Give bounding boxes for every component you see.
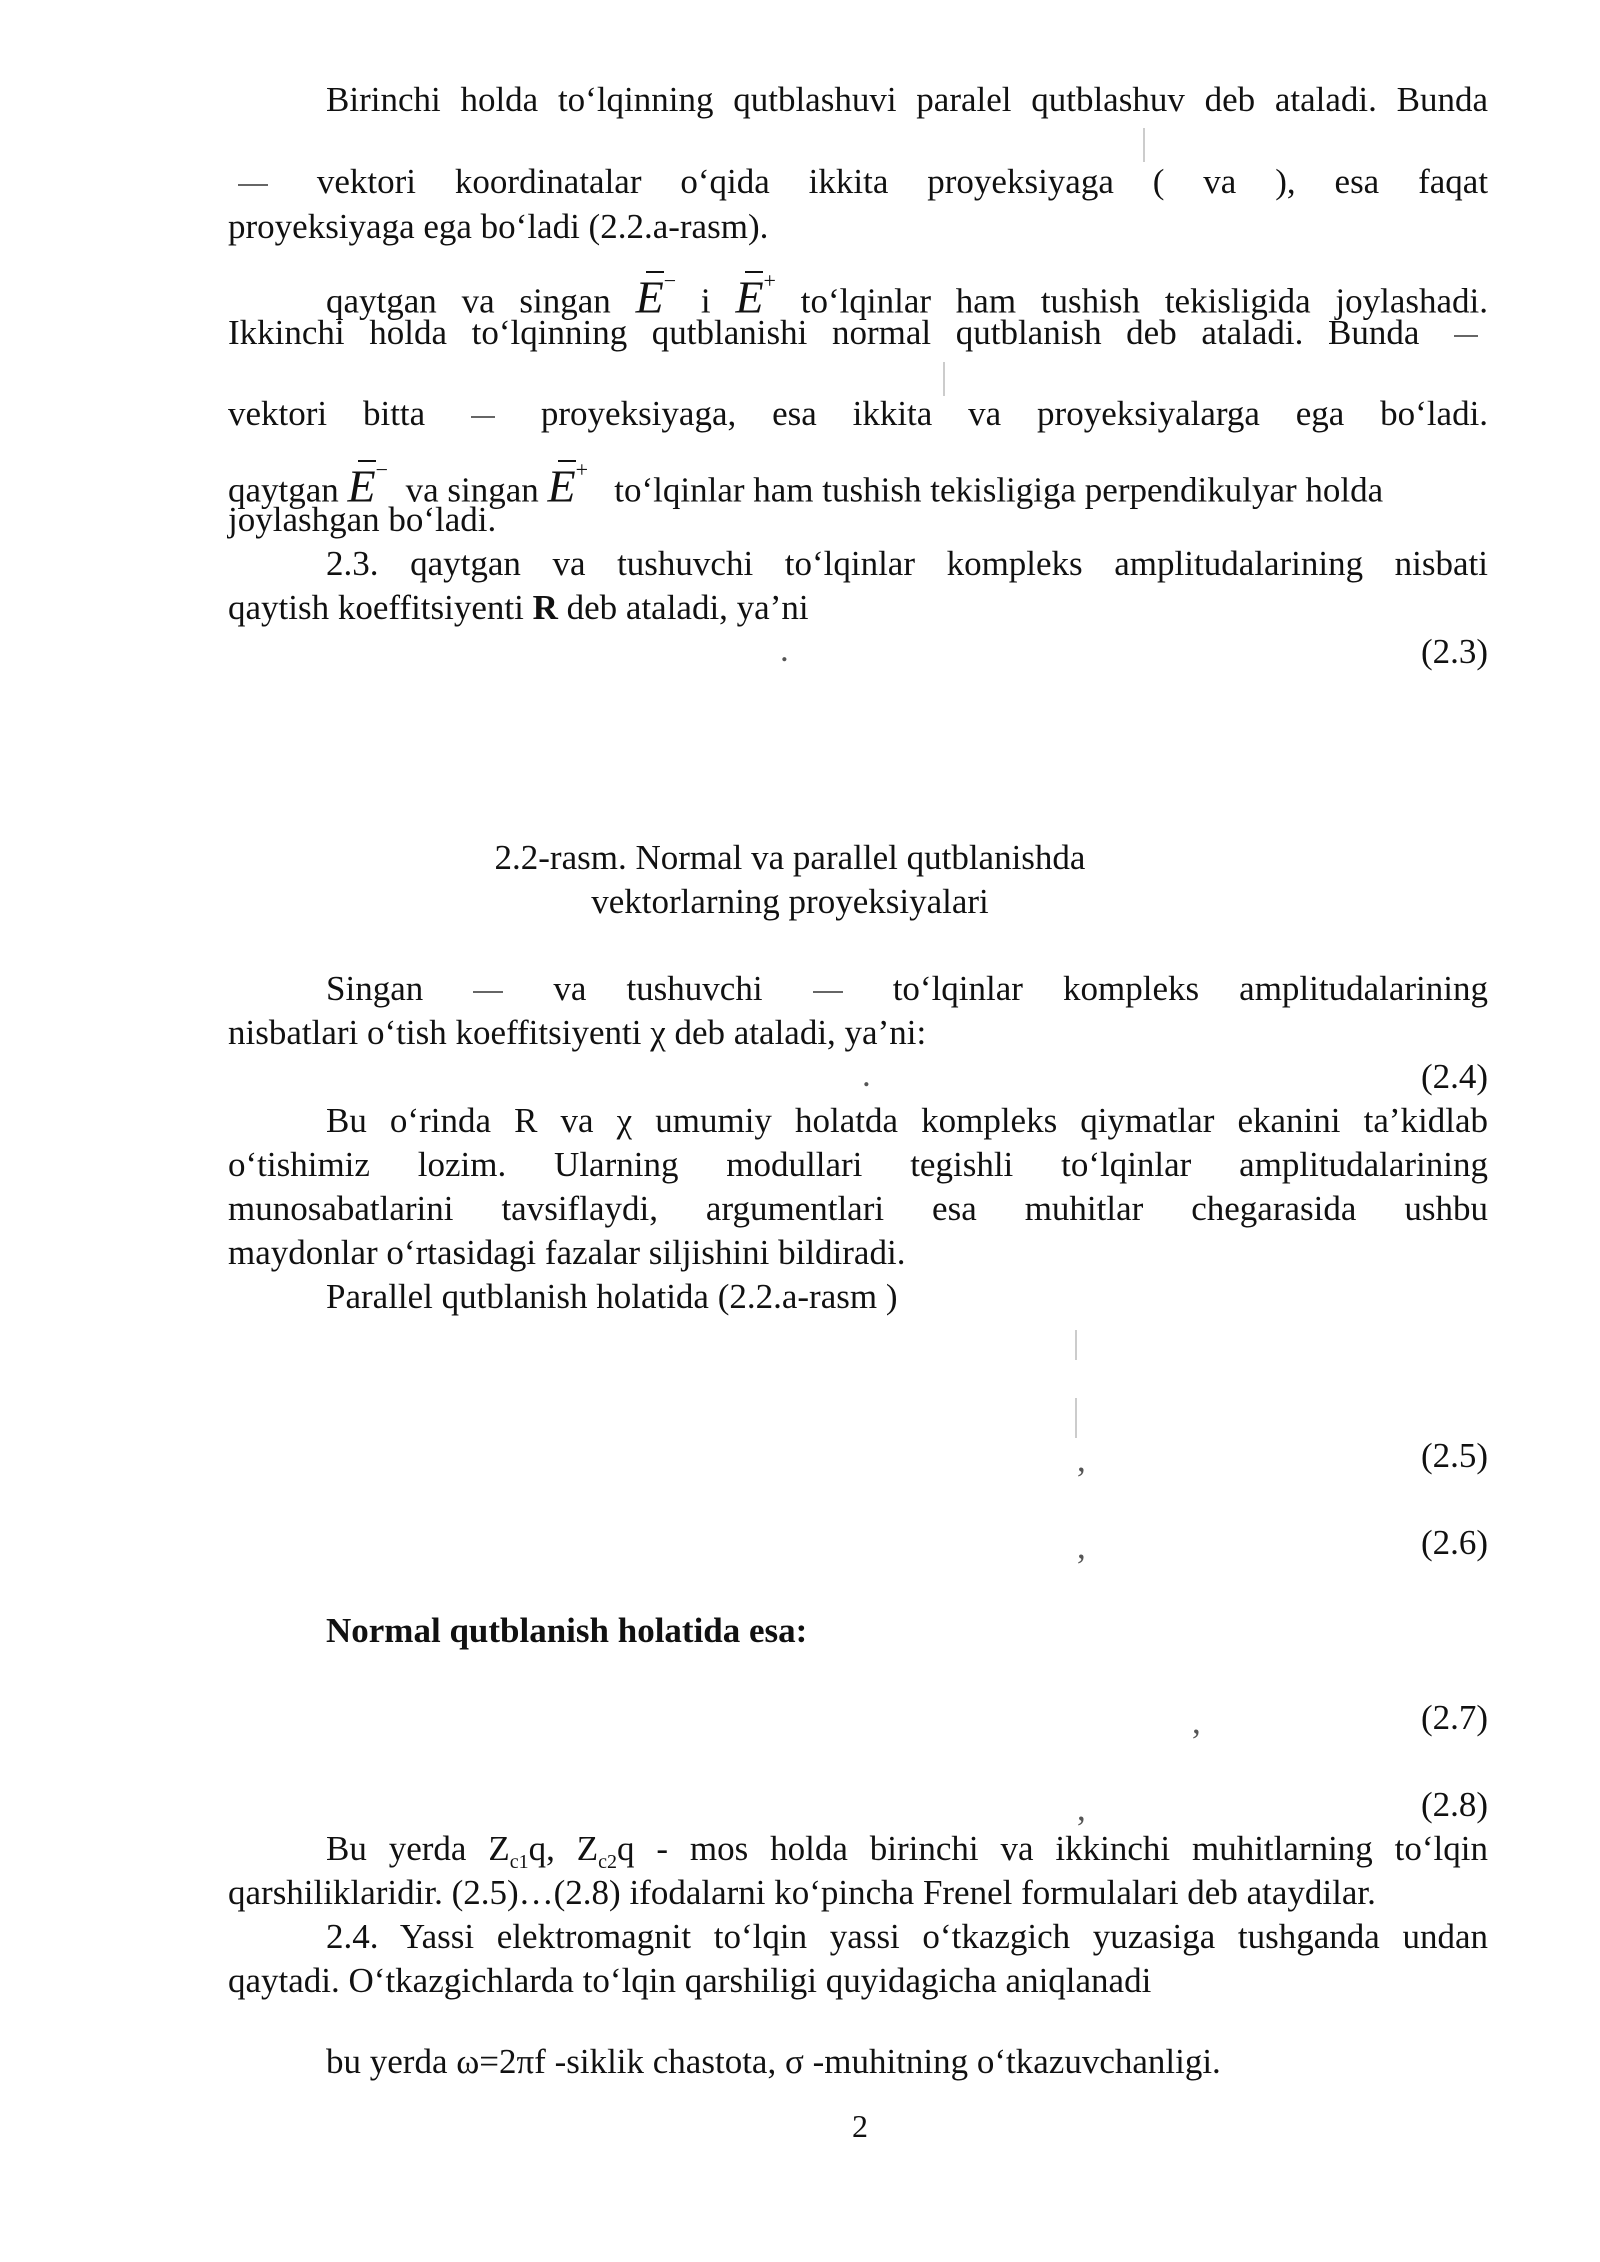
equation-number: (2.4) — [1420, 1057, 1488, 1096]
formula-fragment: . — [862, 1055, 871, 1094]
formula-fragment: , — [1192, 1702, 1201, 1741]
equation-number: (2.5) — [1420, 1436, 1488, 1475]
formula-placeholder — [238, 184, 268, 186]
formula-fragment — [1075, 1398, 1077, 1438]
paragraph-line: o‘tishimiz lozim. Ularning modullari tegishli to‘lqinlar amplitudalarining — [228, 1145, 1488, 1184]
formula-placeholder — [473, 991, 503, 993]
formula-fragment — [943, 362, 945, 396]
paragraph-line: joylashgan bo‘ladi. — [228, 500, 497, 539]
paragraph-line: Bu o‘rinda R va χ umumiy holatda kompleks qiymatlar ekanini ta’kidlab — [326, 1101, 1488, 1140]
paragraph-line: qaytadi. O‘tkazgichlarda to‘lqin qarshiligi quyidagicha aniqlanadi — [228, 1961, 1152, 2000]
formula-fragment — [1143, 128, 1145, 162]
formula-placeholder — [471, 416, 495, 418]
paragraph-line: vektori koordinatalar o‘qida ikkita proyeksiyaga ( va ), esa faqat — [228, 160, 1488, 204]
page-number: 2 — [852, 2108, 868, 2144]
paragraph-line: qaytgan E− va singan E+ to‘lqinlar ham tushish tekisligiga perpendikulyar holda — [228, 457, 1384, 512]
paragraph-line: Bu yerda $Z_{c1}q$, $Z_{c2}q$ - mos holda birinchi va ikkinchi muhitlarning to‘lqin — [326, 1829, 1488, 1873]
paragraph-line: qaytish koeffitsiyenti R deb ataladi, ya’ni — [228, 588, 809, 627]
paragraph-line: Parallel qutblanish holatida (2.2.a-rasm ) — [326, 1277, 898, 1316]
paragraph-line: Singan va tushuvchi to‘lqinlar kompleks amplitudalarining — [326, 969, 1488, 1008]
paragraph-line: 2.4. Yassi elektromagnit to‘lqin yassi o‘tkazgich yuzasiga tushganda undan — [326, 1917, 1488, 1956]
paragraph-line: Birinchi holda to‘lqinning qutblashuvi paralel qutblashuv deb ataladi. Bunda — [326, 80, 1488, 119]
figure-caption: vektorlarning proyeksiyalari — [591, 882, 989, 921]
formula-fragment: . — [780, 630, 789, 669]
paragraph-line: vektori bitta proyeksiyaga, esa ikkita va proyeksiyalarga ega bo‘ladi. — [228, 394, 1489, 433]
equation-number: (2.3) — [1420, 632, 1488, 671]
equation-number: (2.8) — [1420, 1785, 1488, 1824]
paragraph-line: qarshiliklaridir. (2.5)…(2.8) ifodalarni ko‘pincha Frenel formulalari deb ataydilar. — [228, 1873, 1376, 1912]
equation-number: (2.7) — [1420, 1698, 1488, 1737]
paragraph-line: bu yerda ω=2πf -siklik chastota, σ -muhitning o‘tkazuvchanligi. — [326, 2042, 1221, 2081]
equation-number: (2.6) — [1420, 1523, 1488, 1562]
formula-fragment: , — [1077, 1440, 1086, 1479]
paragraph-line: qaytgan va singan E− i E+ to‘lqinlar ham tushish tekisligida joylashadi. — [326, 268, 1489, 323]
figure-caption: 2.2-rasm. Normal va parallel qutblanishda — [494, 838, 1086, 877]
paragraph-line: nisbatlari o‘tish koeffitsiyenti χ deb ataladi, ya’ni: — [228, 1013, 927, 1052]
e-minus-vector: E− — [635, 268, 677, 323]
formula-placeholder — [813, 991, 843, 993]
paragraph-line: maydonlar o‘rtasidagi fazalar siljishini bildiradi. — [228, 1233, 906, 1272]
paragraph-line: 2.3. qaytgan va tushuvchi to‘lqinlar kompleks amplitudalarining nisbati — [326, 544, 1488, 583]
e-minus-vector: E− — [347, 457, 389, 512]
e-plus-vector: E+ — [547, 457, 589, 512]
formula-fragment — [1075, 1330, 1077, 1360]
formula-fragment: , — [1077, 1789, 1086, 1828]
paragraph-line: proyeksiyaga ega bo‘ladi (2.2.a-rasm). — [228, 207, 769, 246]
section-heading: Normal qutblanish holatida esa: — [326, 1611, 808, 1650]
e-plus-vector: E+ — [735, 268, 776, 323]
paragraph-line: Ikkinchi holda to‘lqinning qutblanishi normal qutblanish deb ataladi. Bunda — [228, 311, 1488, 355]
formula-placeholder — [1454, 335, 1478, 337]
paragraph-line: munosabatlarini tavsiflaydi, argumentlari esa muhitlar chegarasida ushbu — [228, 1189, 1488, 1228]
formula-fragment: , — [1077, 1527, 1086, 1566]
